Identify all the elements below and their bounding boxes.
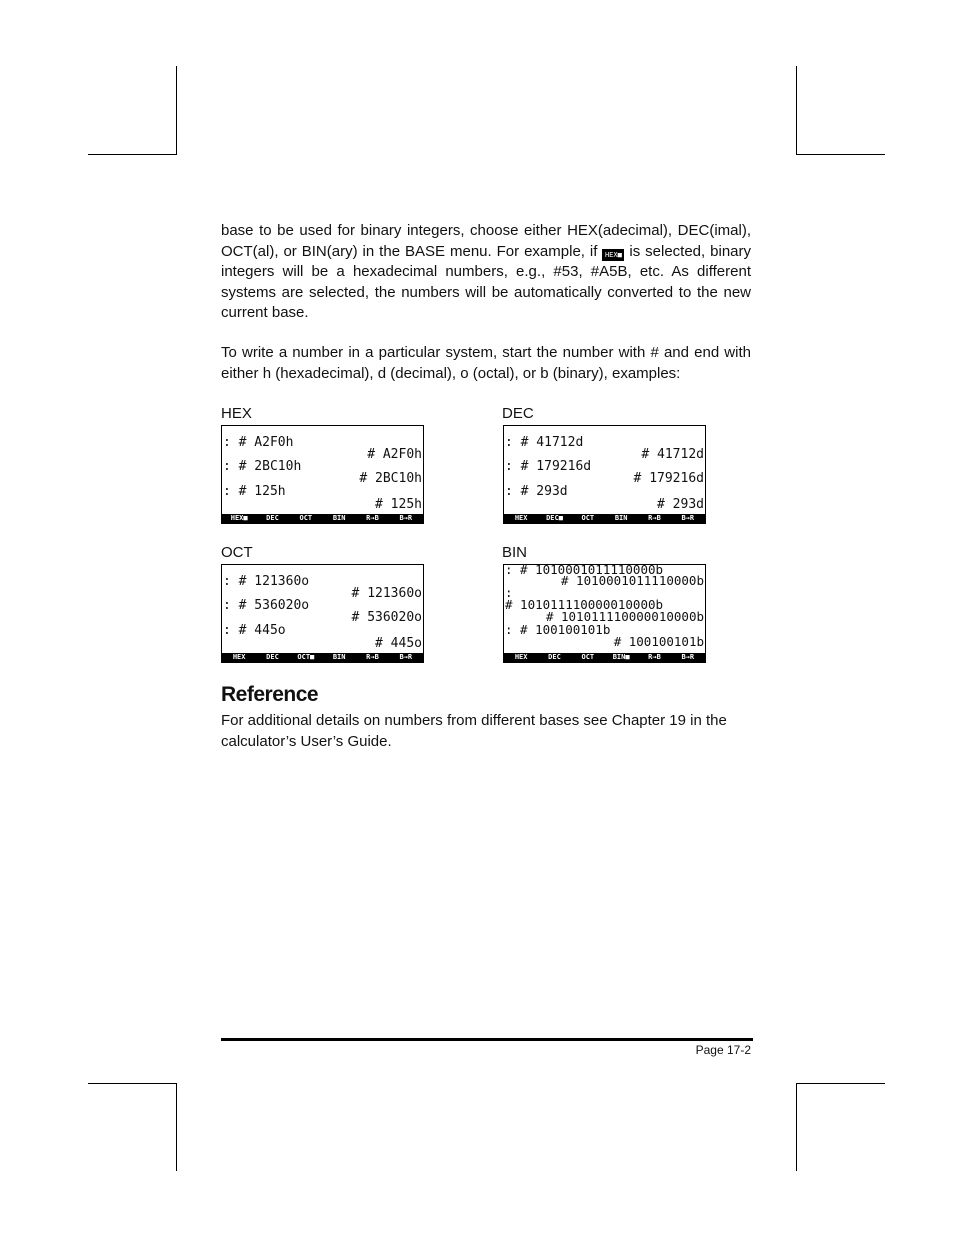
stack-line: : # A2F0h xyxy=(223,435,294,450)
crop-mark xyxy=(796,1083,885,1084)
reference-paragraph: For additional details on numbers from different bases see Chapter 19 in the calculator’s User’s Guide. xyxy=(221,712,727,750)
intro-text-start: base to be used for binary integers, choose either HEX(adecimal), DEC(imal), OCT(al), or BIN(ary) in the BASE menu. For example, if xyxy=(221,222,751,260)
intro-text-end: is selected, binary integers will be a hexadecimal numbers, e.g., #53, #A5B, etc. As different systems are selected, the numbers will be automatically converted to the new current base. xyxy=(221,242,752,321)
softkey-3: BIN xyxy=(332,514,346,522)
stack-line: : xyxy=(505,585,513,600)
softkey-2: OCT■ xyxy=(297,653,315,661)
section-heading: Reference xyxy=(221,683,319,706)
stack-line: : # 293d xyxy=(505,484,568,499)
softkey-4: R→B xyxy=(648,514,661,522)
crop-mark xyxy=(176,66,177,154)
softkey-1: DEC xyxy=(548,653,561,661)
softkey-1: DEC xyxy=(266,653,279,661)
softkey-2: OCT xyxy=(299,514,313,522)
crop-mark xyxy=(796,154,885,155)
stack-line: : # 121360o xyxy=(223,574,310,589)
stack-line: : # 445o xyxy=(223,623,286,638)
crop-mark xyxy=(796,1083,797,1171)
hex-caption: HEX xyxy=(221,405,252,422)
crop-mark xyxy=(88,1083,177,1084)
stack-line: # 41712d xyxy=(641,447,704,462)
stack-line: # 445o xyxy=(375,636,422,651)
stack-line: # A2F0h xyxy=(367,447,422,462)
oct-caption: OCT xyxy=(221,544,253,561)
stack-line: : # 125h xyxy=(223,484,286,499)
stack-line: # 100100101b xyxy=(613,634,704,649)
softkey-2: OCT xyxy=(581,514,595,522)
softkey-1: DEC■ xyxy=(546,514,563,522)
stack-line: # 125h xyxy=(375,497,422,512)
intro-paragraph xyxy=(221,221,751,324)
softkey-menu xyxy=(504,514,705,523)
bin-calculator-screen xyxy=(503,564,706,663)
softkey-menu xyxy=(504,653,705,662)
stack-line: : # 100100101b xyxy=(505,622,611,637)
dec-caption: DEC xyxy=(502,405,534,422)
stack-line: : # 536020o xyxy=(223,598,310,613)
crop-mark xyxy=(88,154,177,155)
softkey-5: B→R xyxy=(399,653,413,661)
oct-calculator-screen xyxy=(221,564,424,663)
stack-line: # 293d xyxy=(657,497,704,512)
softkey-1: DEC xyxy=(266,514,279,522)
softkey-0: HEX xyxy=(232,653,246,661)
softkey-5: B→R xyxy=(399,514,413,522)
softkey-menu xyxy=(222,653,423,662)
softkey-0: HEX xyxy=(514,653,528,661)
softkey-5: B→R xyxy=(681,514,695,522)
crop-mark xyxy=(176,1083,177,1171)
softkey-3: BIN■ xyxy=(612,653,630,661)
softkey-2: OCT xyxy=(581,653,595,661)
stack-line: # 101011110000010000b xyxy=(545,609,704,624)
softkey-menu xyxy=(222,514,423,523)
page-number: Page 17-2 xyxy=(695,1043,751,1057)
dec-calculator-screen xyxy=(503,425,706,524)
softkey-0: HEX■ xyxy=(230,514,248,522)
stack-line: : # 2BC10h xyxy=(223,459,302,474)
stack-line: # 536020o xyxy=(351,610,422,625)
stack-line: # 101011110000010000b xyxy=(505,597,664,612)
hex-softkey-icon: HEX■ xyxy=(602,249,624,261)
stack-line: : # 1010001011110000b xyxy=(505,562,664,577)
footer-rule xyxy=(221,1038,753,1041)
softkey-5: B→R xyxy=(681,653,695,661)
stack-line: # 179216d xyxy=(633,471,704,486)
examples-paragraph: To write a number in a particular system, start the number with # and end with either h (hexadecimal), d (decimal), o (octal), or b (binary), examples: xyxy=(221,344,751,382)
stack-line: # 1010001011110000b xyxy=(561,573,704,588)
stack-line: : # 41712d xyxy=(505,435,584,450)
softkey-4: R→B xyxy=(366,653,379,661)
stack-line: : # 179216d xyxy=(505,459,592,474)
stack-line: # 2BC10h xyxy=(359,471,422,486)
softkey-4: R→B xyxy=(648,653,661,661)
softkey-0: HEX xyxy=(514,514,528,522)
softkey-3: BIN xyxy=(614,514,628,522)
crop-mark xyxy=(796,66,797,154)
stack-line: # 121360o xyxy=(351,586,422,601)
bin-caption: BIN xyxy=(502,544,528,561)
hex-calculator-screen xyxy=(221,425,424,524)
softkey-3: BIN xyxy=(332,653,346,661)
softkey-4: R→B xyxy=(366,514,379,522)
